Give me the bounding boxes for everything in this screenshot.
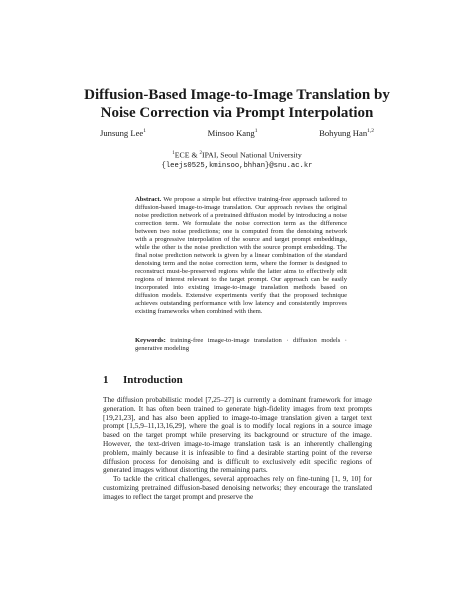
title-line-2: Noise Correction via Prompt Interpolation: [100, 105, 374, 121]
author-emails: {leejs0525,kminsoo,bhhan}@snu.ac.kr: [161, 161, 313, 170]
paragraph: The diffusion probabilistic model [7,25–27] is currently a dominant framework for image generation. It has often been trained to generate high-fidelity images from text prompts [19,21,23], and has also been applied to image-to-image translation given a target text prompt [1,5,9–11,13,16,29], where the goal is to modify local regions in a source image based on the target prompt while preserving its background or structure of the image. However, the text-driven image-to-image translation task is an inherently challenging problem, mainly because it is infeasible to find a desirable starting point of the reverse diffusion process for denoising and is difficult to exclusively edit specific regions of generated images without distorting the remaining parts.: [103, 395, 372, 475]
affiliation: [80, 149, 394, 171]
section-title: Introduction: [123, 374, 183, 386]
title-line-1: Diffusion-Based Image-to-Image Translation by: [84, 87, 390, 103]
abstract-heading: Abstract.: [135, 196, 162, 203]
section-number: 1: [103, 374, 109, 386]
author-list: [100, 128, 374, 138]
author: Bohyung Han$^{1,2}$: [319, 128, 374, 138]
author: Junsung Lee$^1$: [100, 128, 146, 138]
section-body: [103, 396, 372, 502]
keywords: [135, 337, 347, 353]
keywords-heading: Keywords:: [135, 337, 166, 344]
abstract: [135, 196, 347, 316]
keywords-text: training-free image-to-image translation · diffusion models · generative modeling: [135, 337, 347, 352]
section-heading: [103, 374, 183, 386]
abstract-text: We propose a simple but effective training-free approach tailored to diffusion-based image-to-image translation. Our approach revises the original noise prediction network of a pretrained diffusion model by introducing a noise correction term. We formulate the noise correction term as the difference between two noise predictions; one is computed from the denoising network with a progressive interpolation of the source and target prompt embeddings, while the other is the noise prediction with the source prompt embedding. The final noise prediction network is given by a linear combination of the standard denoising term and the noise correction term, where the former is designed to reconstruct must-be-preserved regions while the latter aims to effectively edit regions of interest relevant to the target prompt. Our approach can be easily incorporated into existing image-to-image translation methods based on diffusion models. Extensive experiments verify that the proposed technique achieves outstanding performance with low latency and consistently improves existing frameworks when combined with them.: [135, 196, 348, 315]
author: Minsoo Kang$^1$: [207, 128, 258, 138]
affiliation-line: $^1$ECE & $^2$IPAI, Seoul National University: [172, 150, 302, 160]
paragraph: To tackle the critical challenges, several approaches rely on fine-tuning [1, 9, 10] for customizing pretrained diffusion-based denoising networks; they encourage the translated images to reflect the target prompt and preserve the: [103, 474, 372, 501]
paper-title: [60, 86, 414, 122]
